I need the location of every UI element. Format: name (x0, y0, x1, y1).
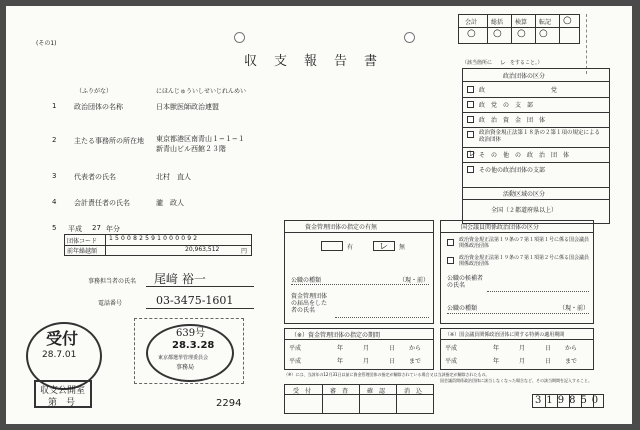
field-no: 3 (52, 172, 57, 180)
period2-title: （※）国会議員関係政治団体に関する特例の適用期間 (445, 332, 565, 338)
review-label: 転記 (539, 19, 552, 26)
review-label: 会計 (465, 19, 478, 26)
diet-item-2: 政治資金規正法第１９条の７第１項第２号に係る国会議員関係政治団体 (459, 255, 590, 267)
workflow-label: 確 認 (367, 388, 386, 395)
field-no: 1 (52, 102, 57, 110)
committee-stamp (146, 324, 234, 382)
representative-name: 北村 直人 (156, 173, 191, 181)
row-divider (463, 162, 609, 163)
period-month: 月 (519, 345, 526, 352)
period-era: 平成 (445, 345, 458, 352)
org-type-panel (462, 68, 610, 224)
accountant-name: 瀧 政人 (156, 199, 184, 207)
period-day: 日 (389, 358, 396, 365)
staff-underline (146, 286, 254, 287)
office-address: 東京都港区南青山１−１−１ (156, 135, 245, 143)
period-month: 月 (363, 358, 370, 365)
received-number: 第 号 (48, 398, 76, 408)
review-mark: ○ (467, 28, 476, 39)
period-year: 年 (337, 358, 344, 365)
office-address-2: 新青山ビル西館２３階 (156, 145, 226, 153)
check-note: （該当箇所に (462, 60, 493, 66)
area-value: 全国（２都道府県以上） (491, 207, 558, 214)
period-year: 年 (493, 345, 500, 352)
fund-mgmt-panel (284, 220, 434, 324)
received-office-box (34, 380, 92, 408)
workflow-label: 受 付 (293, 388, 312, 395)
check-note-mark: レ (500, 60, 507, 67)
furigana-value: にほんじゅういしせいじれんめい (156, 88, 247, 95)
received-date: 28.7.01 (42, 350, 77, 360)
received-office: 収支公開室 (40, 386, 86, 396)
field-label: 政治団体の名称 (74, 103, 123, 111)
code-box (64, 234, 252, 256)
year-era: 平成 (68, 225, 82, 233)
carryover-label: 前年繰越額 (67, 248, 98, 255)
field-label: 主たる事務所の所在地 (74, 137, 144, 145)
field-label: 会計責任者の氏名 (74, 199, 130, 207)
punch-hole (234, 32, 245, 43)
stamp-date: 28.3.28 (172, 340, 215, 351)
period-era: 平成 (289, 345, 302, 352)
org-type-checkbox[interactable] (467, 116, 474, 123)
stamp-org: 東京都選挙管理委員会 (158, 355, 209, 361)
check-mark: レ (468, 149, 476, 158)
period2-panel (440, 328, 594, 370)
period-era: 平成 (289, 358, 302, 365)
form-ref: (その1) (36, 40, 57, 47)
review-stamp-box (458, 14, 580, 44)
workflow-label: 消 込 (404, 388, 423, 395)
row-divider (463, 127, 609, 128)
review-mark: ○ (517, 28, 526, 39)
field-label: 代表者の氏名 (74, 173, 116, 181)
row-divider (463, 97, 609, 98)
review-label: 検算 (515, 19, 528, 26)
punch-hole (404, 32, 415, 43)
phone-label: 電話番号 (98, 300, 123, 307)
year-num: 27 (92, 224, 101, 232)
phone-underline (146, 308, 254, 309)
post-type-label: 公職の種類 (291, 277, 322, 284)
group-code: 150082591000092 (109, 235, 200, 242)
page-number: 2294 (216, 398, 242, 409)
row-divider (463, 112, 609, 113)
furigana-label: （ふりがな） (76, 88, 113, 95)
period-era: 平成 (445, 358, 458, 365)
serial-number: 319850 (535, 395, 604, 406)
period-month: 月 (519, 358, 526, 365)
period-to: まで (409, 358, 422, 365)
received-text: 受付 (46, 329, 79, 348)
org-type-label: その他の政治団体の支部 (479, 167, 546, 174)
review-mark: ○ (493, 28, 502, 39)
staff-name: 尾﨑 裕一 (154, 272, 206, 286)
carryover-unit: 円 (241, 248, 248, 255)
fold-line (586, 14, 587, 74)
fund-rep-label: 資金管理団体の届出をした者の氏名 (291, 293, 328, 314)
org-type-label: 政 治 資 金 団 体 (479, 117, 546, 124)
staff-phone: 03-3475-1601 (156, 294, 234, 307)
field-no: 5 (52, 224, 57, 232)
page-title: 収 支 報 告 書 (244, 54, 380, 69)
fund-no-mark: レ (379, 242, 389, 252)
group-code-label: 団体コード (67, 238, 98, 245)
workflow-box (284, 384, 434, 414)
org-type-label: 政 党 の 支 部 (479, 102, 534, 109)
fund-yes: 有 (347, 244, 354, 251)
review-mark: ○ (563, 15, 572, 26)
footnote: （※）には、当該年の12月31日以前に資金管理団体の指定が解除されている場合又は当該指定が解除されたもの。 (284, 372, 490, 378)
field-no: 2 (52, 136, 57, 144)
period-to: まで (565, 358, 578, 365)
fund-mgmt-title: 資金管理団体の指定の有無 (305, 224, 378, 231)
review-label: 総括 (491, 19, 504, 26)
period-month: 月 (363, 345, 370, 352)
period-day: 日 (545, 358, 552, 365)
stamp-org2: 事務局 (176, 364, 195, 371)
period-year: 年 (337, 345, 344, 352)
serial-box (532, 394, 604, 408)
org-type-checkbox[interactable] (467, 166, 474, 173)
period-from: から (565, 345, 578, 352)
diet-item-1: 政治資金規正法第１９条の７第１項第１号に係る国会議員関係政治団体 (459, 237, 590, 249)
stamp-number: 639号 (176, 328, 206, 339)
diet-panel (440, 220, 594, 324)
org-type-checkbox[interactable] (467, 101, 474, 108)
diet-post-note: （現・前） (559, 305, 590, 312)
staff-label: 事務担当者の氏名 (88, 278, 137, 285)
period1-panel (284, 328, 434, 370)
fund-no: 無 (399, 244, 406, 251)
report-sheet (6, 6, 632, 424)
org-type-checkbox[interactable] (467, 151, 474, 158)
org-type-title: 政治団体の区分 (503, 73, 546, 80)
period-day: 日 (545, 345, 552, 352)
org-type-checkbox[interactable] (467, 86, 474, 93)
org-type-label: そ の 他 の 政 治 団 体 (479, 152, 570, 159)
org-type-label: 政治資金規正法第１８条の２第１項の規定による政治団体 (479, 130, 601, 143)
candidate-label: 公職の候補者の氏名 (447, 275, 484, 289)
diet-title: 国会議員関係政治団体の区分 (461, 224, 540, 231)
period1-title: （※）資金管理団体の指定の期間 (291, 332, 381, 339)
period-from: から (409, 345, 422, 352)
org-type-label: 政 党 (479, 87, 558, 94)
org-type-checkbox[interactable] (467, 131, 474, 138)
review-mark: ○ (539, 28, 548, 39)
period-year: 年 (493, 358, 500, 365)
footnote-2: 国会議員関係政治団体に該当しなくなった場合など、その該当期間を記入すること。 (440, 378, 593, 384)
row-divider (463, 147, 609, 148)
field-no: 4 (52, 198, 57, 206)
area-title: 活動区域の区分 (503, 191, 546, 198)
post-type-note: （現・前） (399, 277, 430, 284)
check-note-suffix: をすること。） (510, 60, 543, 66)
diet-post-type: 公職の種類 (447, 305, 478, 312)
group-name: 日本獣医師政治連盟 (156, 103, 219, 111)
carryover-amount: 20,963,512 (185, 246, 220, 253)
period-day: 日 (389, 345, 396, 352)
workflow-label: 審 査 (330, 388, 349, 395)
year-unit: 年分 (106, 225, 120, 233)
